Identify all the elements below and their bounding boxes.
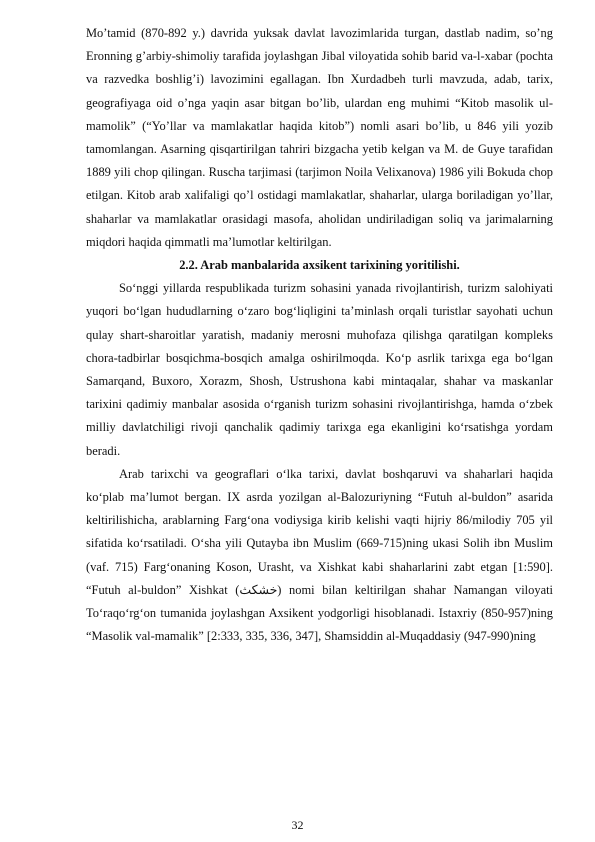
paragraph-arab-historians: Arab tarixchi va geograflari o‘lka tarixi, davlat boshqaruvi va shaharlari haqida ko‘plab ma’lumot bergan. IX asrda yozilgan al-Balozuriyning “Futuh al-buldon” asarida keltirilishicha, arablarning Farg‘ona vodiysiga kirib kelishi vaqti hijriy 86/milodiy 705 yil sifatida ko‘rsatiladi. O‘sha yili Qutayba ibn Muslim (669-715)ning ukasi Solih ibn Muslim (vaf. 715) Farg‘onaning Koson, Urasht, va Xishkat kabi shaharlarini zabt etgan [1:590]. “Futuh al-buldon” Xishkat (خشكث) nomi bilan keltirilgan shahar Namangan viloyati To‘raqo‘rg‘on tumanida joylashgan Axsikent yodgorligi hisoblanadi. Istaxriy (850-957)ning “Masolik val-mamalik” [2:333, 335, 336, 347], Shamsiddin al-Muqaddasiy (947-990)ning (86, 466, 554, 644)
page-number: 32 (291, 818, 304, 832)
document-page (86, 22, 553, 648)
paragraph-tourism: So‘nggi yillarda respublikada turizm sohasini yanada rivojlantirish, turizm salohiyati yuqori bo‘lgan hududlarning o‘zaro bog‘liqligini ta’minlash orqali turistlar sayohati uchun qulay shart-sharoitlar yaratish, madaniy merosni muhofaza qilishga qaratilgan kompleks chora-tadbirlar bosqichma-bosqich amalga oshirilmoqda. Ko‘p asrlik tarixga ega bo‘lgan Samarqand, Buxoro, Xorazm, Shosh, Ustrushona kabi mintaqalar, shahar va maskanlar tarixini qadimiy manbalar asosida o‘rganish turizm sohasini rivojlantirishga, hamda o‘zbek milliy davlatchiligi rivoji qanchalik qadimiy tarixga ega ekanligini ko‘rsatishga yordam beradi. (86, 281, 553, 458)
section-heading: 2.2. Arab manbalarida axsikent tarixining yoritilishi. (179, 258, 460, 273)
paragraph-ibn-xurdadbeh: Mo’tamid (870-892 y.) davrida yuksak davlat lavozimlarida turgan, dastlab nadim, so’ng Eronning g’arbiy-shimoliy tarafida joylashgan Jibal viloyatida sohib barid va-l-xabar (pochta va razvedka boshlig’i) lavozimini egallagan. Ibn Xurdadbeh turli mavzuda, adab, tarix, geografiyaga oid o’nga yaqin asar bitgan bo’lib, ulardan eng muhimi “Kitob masolik ul-mamolik” (“Yo’llar va mamlakatlar haqida kitob”) nomli asari bo’lib, u 846 yili yozib tamomlangan. Asarning qisqartirilgan tahriri bizgacha yetib kelgan va M. de Guye tarafidan 1889 yili chop qilingan. Ruscha tarjimasi (tarjimon Noila Velixanova) 1986 yili Bokuda chop etilgan. Kitob arab xalifaligi qo’l ostidagi mamlakatlar, shaharlar, ularga boriladigan yo’llar, shaharlar va mamlakatlar orasidagi masofa, aholidan undiriladigan soliq va jarimalarning miqdori haqida qimmatli ma’lumotlar keltirilgan. (86, 26, 553, 249)
